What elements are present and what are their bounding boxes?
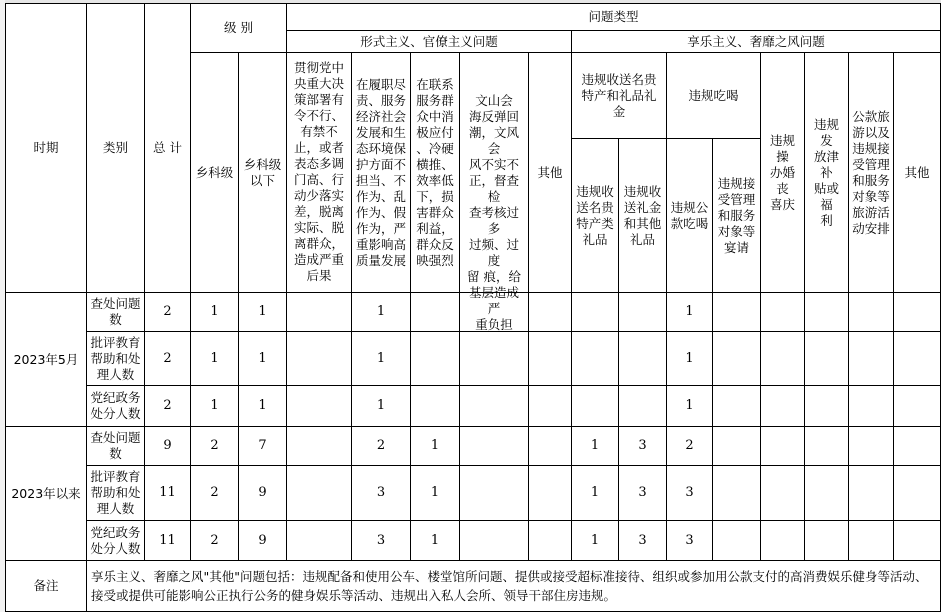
row-formalism-masses: 1 <box>411 466 460 521</box>
header-gift-cash: 违规收 送礼金 和其他 礼品 <box>619 139 667 293</box>
header-gift-group: 违规收送名贵 特产和礼品礼 金 <box>572 53 667 139</box>
row-wedding <box>761 386 805 427</box>
row-township: 1 <box>191 293 239 332</box>
row-period-may: 2023年5月 <box>6 293 87 427</box>
row-wedding <box>761 293 805 332</box>
row-formalism-decision <box>287 521 352 561</box>
row-subsidy <box>805 293 849 332</box>
row-eat-banquet <box>713 293 761 332</box>
row-wedding <box>761 466 805 521</box>
row-formalism-duty: 1 <box>352 386 411 427</box>
header-wedding: 违规操 办婚丧 喜庆 <box>761 53 805 293</box>
row-eat-banquet <box>713 521 761 561</box>
row-subsidy <box>805 386 849 427</box>
row-total: 11 <box>145 521 191 561</box>
row-formalism-masses <box>411 386 460 427</box>
row-wedding <box>761 521 805 561</box>
row-eat-banquet <box>713 466 761 521</box>
header-eat-public: 违规公 款吃喝 <box>667 139 713 293</box>
row-subsidy <box>805 521 849 561</box>
row-eat-public: 1 <box>667 293 713 332</box>
row-gift-cash <box>619 386 667 427</box>
row-formalism-decision <box>287 293 352 332</box>
header-formalism-meetings: 文山会 海反弹回 潮，文风会 风不实不 正，督查检 查考核过多 过频、过度 留 痕，给 基层造成严 重负担 <box>460 53 529 293</box>
row-gift-cash <box>619 332 667 386</box>
row-formalism-meetings <box>460 521 529 561</box>
row-category: 党纪政务 处分人数 <box>87 521 145 561</box>
row-below-township: 1 <box>239 332 287 386</box>
row-below-township: 1 <box>239 293 287 332</box>
row-gift-specialty: 1 <box>572 521 619 561</box>
row-gift-specialty: 1 <box>572 427 619 466</box>
row-formalism-decision <box>287 466 352 521</box>
row-travel <box>849 521 894 561</box>
row-wedding <box>761 332 805 386</box>
row-gift-specialty <box>572 386 619 427</box>
header-formalism: 形式主义、官僚主义问题 <box>287 31 572 53</box>
row-gift-cash: 3 <box>619 466 667 521</box>
row-formalism-meetings <box>460 293 529 332</box>
row-formalism-other <box>529 293 572 332</box>
row-hedonism-other <box>894 386 941 427</box>
row-formalism-duty: 1 <box>352 332 411 386</box>
row-travel <box>849 293 894 332</box>
row-township: 1 <box>191 332 239 386</box>
header-hedonism: 享乐主义、奢靡之风问题 <box>572 31 941 53</box>
row-below-township: 7 <box>239 427 287 466</box>
row-township: 2 <box>191 466 239 521</box>
header-problem-type: 问题类型 <box>287 4 941 31</box>
row-travel <box>849 427 894 466</box>
row-formalism-other <box>529 466 572 521</box>
row-formalism-duty: 2 <box>352 427 411 466</box>
row-eat-public: 3 <box>667 466 713 521</box>
row-eat-public: 3 <box>667 521 713 561</box>
row-subsidy <box>805 466 849 521</box>
row-hedonism-other <box>894 293 941 332</box>
row-total: 2 <box>145 332 191 386</box>
row-township: 2 <box>191 427 239 466</box>
row-hedonism-other <box>894 332 941 386</box>
row-formalism-other <box>529 332 572 386</box>
row-eat-public: 2 <box>667 427 713 466</box>
row-category: 批评教育 帮助和处 理人数 <box>87 332 145 386</box>
row-formalism-duty: 1 <box>352 293 411 332</box>
row-eat-public: 1 <box>667 386 713 427</box>
row-total: 9 <box>145 427 191 466</box>
note-label: 备注 <box>6 561 87 612</box>
row-township: 1 <box>191 386 239 427</box>
row-gift-specialty <box>572 293 619 332</box>
row-formalism-meetings <box>460 332 529 386</box>
header-township: 乡科级 <box>191 53 239 293</box>
row-gift-cash: 3 <box>619 521 667 561</box>
header-formalism-decision: 贯彻党中 央重大决 策部署有 令不行、 有禁不 止，或者 表态多调 门高、行 动少落实 差，脱离 实际、脱 离群众， 造成严重 后果 <box>287 53 352 293</box>
row-formalism-other <box>529 521 572 561</box>
row-total: 2 <box>145 386 191 427</box>
header-below-township: 乡科级 以下 <box>239 53 287 293</box>
row-gift-specialty <box>572 332 619 386</box>
row-formalism-other <box>529 386 572 427</box>
header-total: 总 计 <box>145 4 191 293</box>
row-eat-banquet <box>713 332 761 386</box>
row-formalism-duty: 3 <box>352 466 411 521</box>
row-formalism-masses: 1 <box>411 521 460 561</box>
row-total: 11 <box>145 466 191 521</box>
row-eat-public: 1 <box>667 332 713 386</box>
row-hedonism-other <box>894 466 941 521</box>
row-formalism-masses <box>411 293 460 332</box>
row-eat-banquet <box>713 386 761 427</box>
row-category: 党纪政务 处分人数 <box>87 386 145 427</box>
row-formalism-decision <box>287 332 352 386</box>
header-eat-banquet: 违规接 受管理 和服务 对象等 宴请 <box>713 139 761 293</box>
header-subsidy: 违规发 放津补 贴或福 利 <box>805 53 849 293</box>
header-period: 时期 <box>6 4 87 293</box>
header-level: 级 别 <box>191 4 287 53</box>
row-formalism-masses <box>411 332 460 386</box>
row-below-township: 9 <box>239 466 287 521</box>
row-formalism-meetings <box>460 386 529 427</box>
row-category: 查处问题 数 <box>87 427 145 466</box>
row-below-township: 1 <box>239 386 287 427</box>
row-travel <box>849 332 894 386</box>
header-travel: 公款旅 游以及 违规接 受管理 和服务 对象等 旅游活 动安排 <box>849 53 894 293</box>
row-total: 2 <box>145 293 191 332</box>
row-period-since: 2023年以来 <box>6 427 87 561</box>
row-formalism-decision <box>287 427 352 466</box>
row-category: 批评教育 帮助和处 理人数 <box>87 466 145 521</box>
row-travel <box>849 466 894 521</box>
row-wedding <box>761 427 805 466</box>
row-hedonism-other <box>894 427 941 466</box>
row-formalism-decision <box>287 386 352 427</box>
row-gift-cash <box>619 293 667 332</box>
header-formalism-other: 其他 <box>529 53 572 293</box>
header-hedonism-other: 其他 <box>894 53 941 293</box>
row-below-township: 9 <box>239 521 287 561</box>
note-text: 享乐主义、奢靡之风"其他"问题包括：违规配备和使用公车、楼堂馆所问题、提供或接受超标准接待、组织或参加用公款支付的高消费娱乐健身等活动、接受或提供可能影响公正执行公务的健身娱乐等活动、违规出入私人会所、领导干部住房违规。 <box>87 561 941 612</box>
row-gift-specialty: 1 <box>572 466 619 521</box>
row-formalism-meetings <box>460 427 529 466</box>
row-township: 2 <box>191 521 239 561</box>
header-formalism-masses: 在联系 服务群 众中消 极应付 、冷硬 横推、 效率低 下，损 害群众 利益， 群众反 映强烈 <box>411 53 460 293</box>
row-formalism-meetings <box>460 466 529 521</box>
header-eat-group: 违规吃喝 <box>667 53 761 139</box>
row-subsidy <box>805 332 849 386</box>
row-formalism-other <box>529 427 572 466</box>
row-formalism-masses: 1 <box>411 427 460 466</box>
row-subsidy <box>805 427 849 466</box>
row-hedonism-other <box>894 521 941 561</box>
row-gift-cash: 3 <box>619 427 667 466</box>
header-gift-specialty: 违规收 送名贵 特产类 礼品 <box>572 139 619 293</box>
row-travel <box>849 386 894 427</box>
row-formalism-duty: 3 <box>352 521 411 561</box>
header-category: 类别 <box>87 4 145 293</box>
header-formalism-duty: 在履职尽 责、服务 经济社会 发展和生 态环境保 护方面不 担当、不 作为、乱 作为、假 作为，严 重影响高 质量发展 <box>352 53 411 293</box>
row-eat-banquet <box>713 427 761 466</box>
row-category: 查处问题 数 <box>87 293 145 332</box>
